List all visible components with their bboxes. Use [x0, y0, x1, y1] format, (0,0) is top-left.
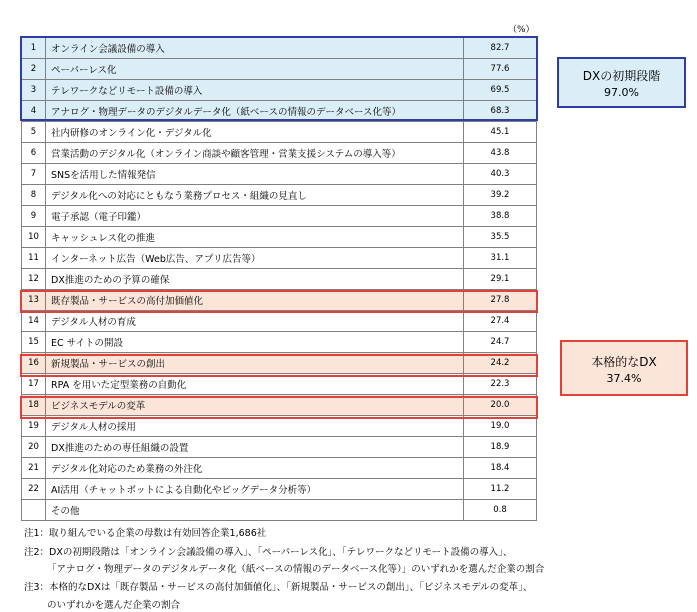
row-number-cell: 17: [22, 374, 46, 395]
row-item-cell: インターネット広告（Web広告、アプリ広告等）: [46, 248, 464, 269]
table-row: [22, 290, 537, 311]
table-row: [22, 269, 537, 290]
row-item-cell: その他: [46, 500, 464, 521]
row-value-cell: 22.3: [464, 374, 537, 395]
table-row: [22, 437, 537, 458]
table-row: [22, 332, 537, 353]
dx-initial-stage-box: [557, 57, 686, 108]
row-value-cell: 19.0: [464, 416, 537, 437]
row-value-cell: 40.3: [464, 164, 537, 185]
dx-initial-stage-value: 97.0%: [604, 86, 639, 99]
unit-label: （%）: [508, 25, 535, 35]
table-row: [22, 500, 537, 521]
table-row: [22, 164, 537, 185]
row-item-cell: 新規製品・サービスの創出: [46, 353, 464, 374]
note-2-continued: 「アナログ・物理データのデジタルデータ化（紙ベースの情報のデータベース化等）」のいずれかを選んだ企業の割合: [47, 564, 545, 575]
row-item-cell: ペーパーレス化: [46, 59, 464, 80]
table-row: [22, 122, 537, 143]
row-number-cell: [22, 500, 46, 521]
row-value-cell: 24.7: [464, 332, 537, 353]
row-number-cell: 14: [22, 311, 46, 332]
full-dx-value: 37.4%: [606, 372, 642, 385]
table-row: [22, 185, 537, 206]
row-number-cell: 6: [22, 143, 46, 164]
table-row: [22, 143, 537, 164]
row-value-cell: 20.0: [464, 395, 537, 416]
row-number-cell: 10: [22, 227, 46, 248]
row-item-cell: EC サイトの開設: [46, 332, 464, 353]
row-number-cell: 15: [22, 332, 46, 353]
row-item-cell: デジタル化への対応にともなう業務プロセス・組織の見直し: [46, 185, 464, 206]
row-item-cell: RPA を用いた定型業務の自動化: [46, 374, 464, 395]
table-row: [22, 80, 537, 101]
row-value-cell: 35.5: [464, 227, 537, 248]
row-item-cell: AI活用（チャットボットによる自動化やビッグデータ分析等）: [46, 479, 464, 500]
row-item-cell: デジタル人材の育成: [46, 311, 464, 332]
row-value-cell: 39.2: [464, 185, 537, 206]
table-row: [22, 206, 537, 227]
row-number-cell: 18: [22, 395, 46, 416]
row-value-cell: 43.8: [464, 143, 537, 164]
row-value-cell: 45.1: [464, 122, 537, 143]
row-item-cell: キャッシュレス化の推進: [46, 227, 464, 248]
row-item-cell: 社内研修のオンライン化・デジタル化: [46, 122, 464, 143]
row-item-cell: オンライン会議設備の導入: [46, 38, 464, 59]
row-number-cell: 19: [22, 416, 46, 437]
table-row: [22, 311, 537, 332]
table-row: [22, 458, 537, 479]
row-number-cell: 3: [22, 80, 46, 101]
table-row: [22, 227, 537, 248]
row-value-cell: 11.2: [464, 479, 537, 500]
note-1: 注1：取り組んでいる企業の母数は有効回答企業1,686社: [24, 528, 267, 539]
row-number-cell: 1: [22, 38, 46, 59]
row-number-cell: 22: [22, 479, 46, 500]
row-number-cell: 9: [22, 206, 46, 227]
note-2: 注2：DXの初期段階は「オンライン会議設備の導入」、「ペーパーレス化」、「テレワークなどリモート設備の導入」、: [24, 547, 513, 558]
row-number-cell: 5: [22, 122, 46, 143]
row-item-cell: DX推進のための専任組織の設置: [46, 437, 464, 458]
row-item-cell: デジタル化対応のため業務の外注化: [46, 458, 464, 479]
row-value-cell: 77.6: [464, 59, 537, 80]
row-item-cell: DX推進のための予算の確保: [46, 269, 464, 290]
row-number-cell: 8: [22, 185, 46, 206]
table-row: [22, 59, 537, 80]
row-number-cell: 21: [22, 458, 46, 479]
row-number-cell: 2: [22, 59, 46, 80]
row-item-cell: ビジネスモデルの変革: [46, 395, 464, 416]
table-row: [22, 353, 537, 374]
row-value-cell: 18.9: [464, 437, 537, 458]
table-row: [22, 479, 537, 500]
row-number-cell: 13: [22, 290, 46, 311]
row-value-cell: 38.8: [464, 206, 537, 227]
row-value-cell: 69.5: [464, 80, 537, 101]
table-body: [22, 38, 537, 521]
table-row: [22, 38, 537, 59]
table-row: [22, 101, 537, 122]
table-row: [22, 416, 537, 437]
row-value-cell: 29.1: [464, 269, 537, 290]
row-value-cell: 68.3: [464, 101, 537, 122]
row-item-cell: デジタル人材の採用: [46, 416, 464, 437]
full-dx-title: 本格的なDX: [591, 355, 657, 369]
row-value-cell: 18.4: [464, 458, 537, 479]
row-number-cell: 7: [22, 164, 46, 185]
row-item-cell: 電子承認（電子印鑑）: [46, 206, 464, 227]
row-item-cell: 営業活動のデジタル化（オンライン商談や顧客管理・営業支援システムの導入等）: [46, 143, 464, 164]
row-item-cell: アナログ・物理データのデジタルデータ化（紙ベースの情報のデータベース化等）: [46, 101, 464, 122]
row-item-cell: テレワークなどリモート設備の導入: [46, 80, 464, 101]
note-3-continued: のいずれかを選んだ企業の割合: [47, 600, 181, 611]
row-number-cell: 4: [22, 101, 46, 122]
table-row: [22, 248, 537, 269]
row-value-cell: 24.2: [464, 353, 537, 374]
note-3: 注3：本格的なDXは「既存製品・サービスの高付加価値化」、「新規製品・サービスの創出」、「ビジネスモデルの変革」、: [24, 582, 533, 593]
dx-initiatives-table: [21, 37, 537, 521]
row-number-cell: 16: [22, 353, 46, 374]
table-row: [22, 395, 537, 416]
row-number-cell: 20: [22, 437, 46, 458]
row-number-cell: 12: [22, 269, 46, 290]
row-item-cell: 既存製品・サービスの高付加価値化: [46, 290, 464, 311]
row-value-cell: 27.8: [464, 290, 537, 311]
row-value-cell: 0.8: [464, 500, 537, 521]
table-row: [22, 374, 537, 395]
row-value-cell: 82.7: [464, 38, 537, 59]
dx-initial-stage-title: DXの初期段階: [582, 69, 661, 83]
row-item-cell: SNSを活用した情報発信: [46, 164, 464, 185]
row-value-cell: 27.4: [464, 311, 537, 332]
full-dx-box: [560, 340, 688, 396]
row-number-cell: 11: [22, 248, 46, 269]
row-value-cell: 31.1: [464, 248, 537, 269]
